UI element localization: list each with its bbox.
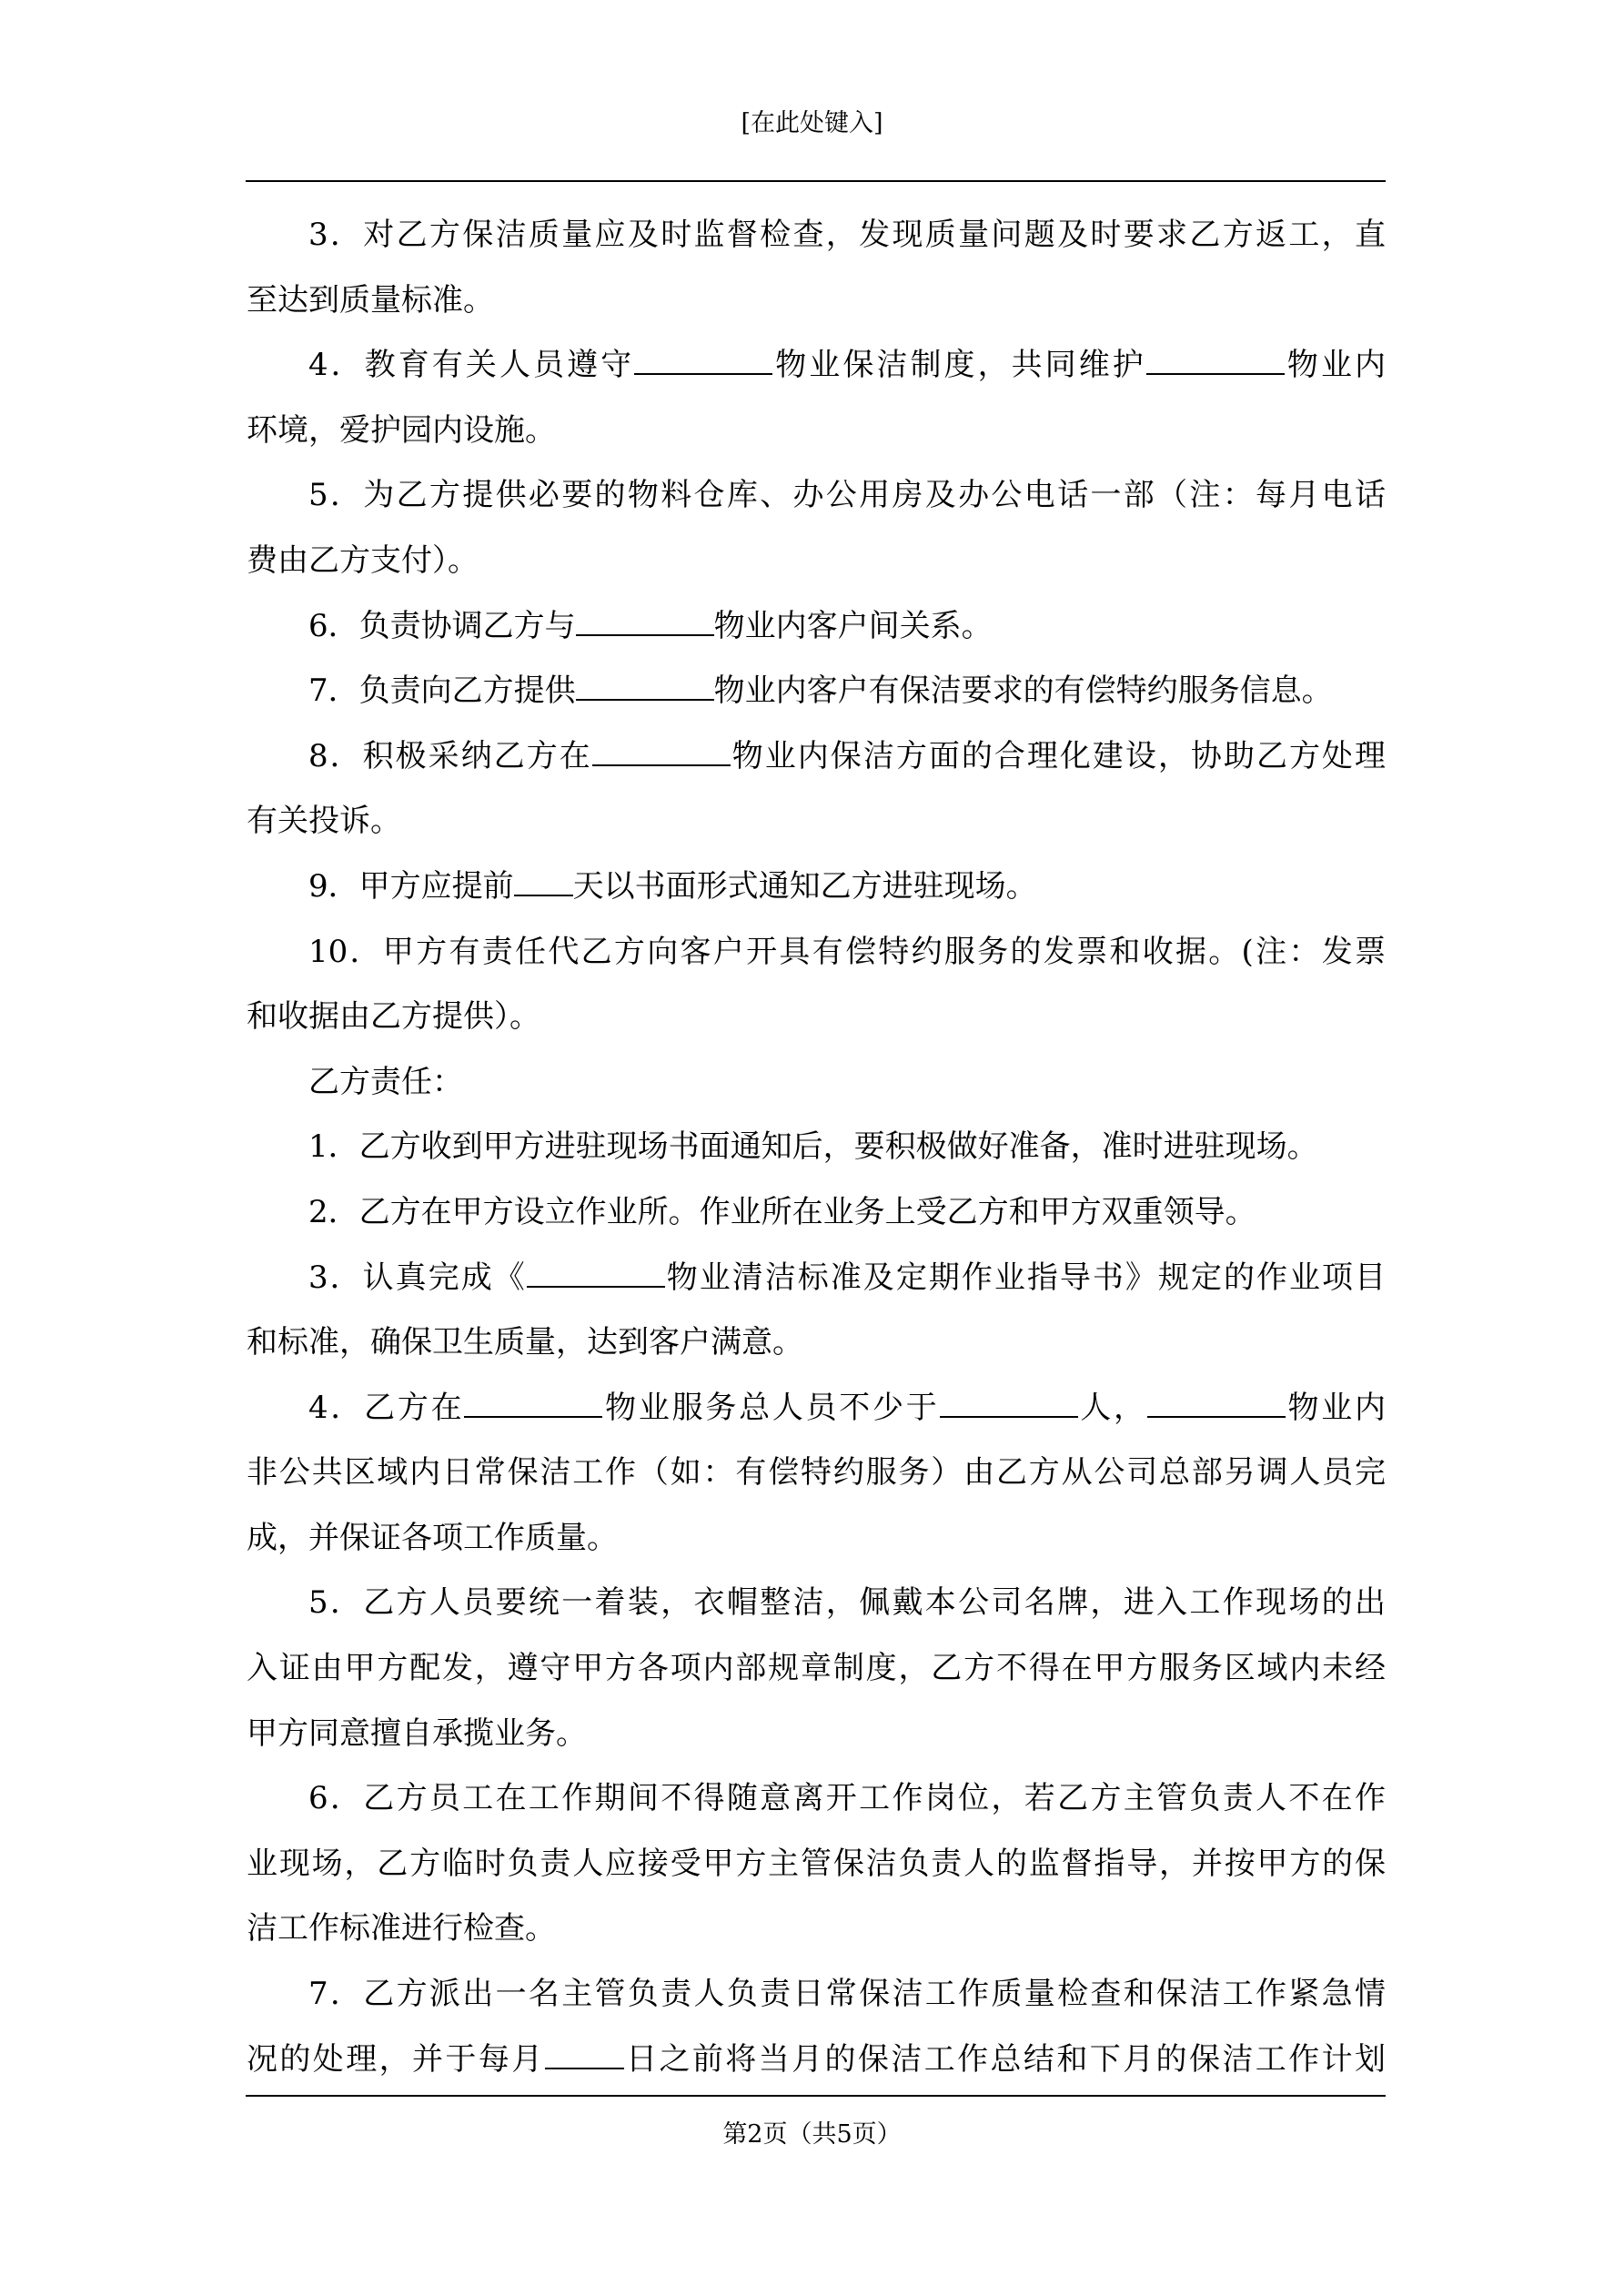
paragraph	[247, 724, 1386, 790]
text-line: 和收据由乙方提供）。	[247, 998, 540, 1036]
text-run: 7．负责向乙方提供	[308, 673, 576, 710]
paragraph: 2．乙方在甲方设立作业所。作业所在业务上受乙方和甲方双重领导。	[308, 1193, 1256, 1230]
fill-in-blank	[464, 1388, 602, 1418]
text-run: 天以书面形式通知乙方进驻现场。	[572, 867, 1037, 905]
text-line	[247, 333, 1386, 399]
fill-in-blank	[940, 1388, 1078, 1418]
text-run: 物业清洁标准及定期作业指导书》规定的作业项目	[664, 1259, 1386, 1296]
fill-in-blank	[514, 866, 573, 896]
text-run: 日之前将当月的保洁工作总结和下月的保洁工作计划	[623, 2040, 1386, 2078]
paragraph	[247, 1766, 1386, 1832]
text-line: 业现场，乙方临时负责人应接受甲方主管保洁负责人的监督指导，并按甲方的保	[247, 1845, 1386, 1882]
text-run: 6．负责协调乙方与	[308, 607, 576, 644]
text-line: 费由乙方支付）。	[247, 541, 479, 579]
paragraph	[247, 1571, 1386, 1636]
paragraph	[247, 920, 1386, 986]
paragraph	[247, 659, 1386, 724]
page-number: 第2页（共5页）	[722, 2120, 902, 2149]
text-run: 9．甲方应提前	[308, 867, 514, 905]
header-divider	[246, 180, 1386, 182]
fill-in-blank	[527, 1258, 665, 1288]
text-run: 物业内保洁方面的合理化建设，协助乙方处理	[730, 737, 1386, 774]
fill-in-blank	[1147, 1388, 1286, 1418]
text-line	[247, 724, 1386, 790]
text-line: 7．乙方派出一名主管负责人负责日常保洁工作质量检查和保洁工作紧急情	[308, 1976, 1386, 2013]
text-line: 甲方同意擅自承揽业务。	[247, 1714, 587, 1752]
text-line	[247, 1246, 1386, 1311]
text-run: 人，	[1077, 1389, 1147, 1426]
text-run: 4．乙方在	[308, 1389, 465, 1426]
text-line	[247, 2028, 1386, 2093]
page-header: [在此处键入]	[741, 109, 883, 137]
text-line: 6．乙方员工在工作期间不得随意离开工作岗位，若乙方主管负责人不在作	[308, 1780, 1386, 1817]
text-run: 物业内客户有保洁要求的有偿特约服务信息。	[713, 673, 1333, 710]
paragraph	[247, 855, 1386, 920]
text-line: 5．为乙方提供必要的物料仓库、办公用房及办公电话一部（注：每月电话	[308, 477, 1386, 514]
paragraph	[247, 1246, 1386, 1311]
text-line: 至达到质量标准。	[247, 281, 494, 319]
footer-divider	[246, 2095, 1386, 2097]
section-heading: 乙方责任：	[308, 1063, 463, 1100]
text-line: 环境，爱护园内设施。	[247, 411, 556, 449]
text-run: 4．教育有关人员遵守	[308, 347, 635, 384]
fill-in-blank	[592, 736, 731, 766]
text-line: 10．甲方有责任代乙方向客户开具有偿特约服务的发票和收据。(注：发票	[308, 933, 1386, 970]
text-line: 5．乙方人员要统一着装，衣帽整洁，佩戴本公司名牌，进入工作现场的出	[308, 1584, 1386, 1622]
text-run: 物业保洁制度，共同维护	[772, 347, 1146, 384]
paragraph	[247, 463, 1386, 529]
fill-in-blank	[576, 606, 714, 636]
text-run: 3．认真完成《	[308, 1259, 527, 1296]
paragraph	[247, 1962, 1386, 2028]
text-line: 入证由甲方配发，遵守甲方各项内部规章制度，乙方不得在甲方服务区域内未经	[247, 1650, 1386, 1687]
fill-in-blank	[545, 2039, 624, 2069]
paragraph	[247, 594, 1386, 660]
text-run: 物业内客户间关系。	[713, 607, 993, 644]
fill-in-blank	[634, 346, 772, 376]
text-line: 成，并保证各项工作质量。	[247, 1519, 618, 1556]
text-line: 和标准，确保卫生质量，达到客户满意。	[247, 1324, 803, 1361]
fill-in-blank	[576, 672, 714, 702]
text-run: 物业服务总人员不少于	[602, 1389, 940, 1426]
fill-in-blank	[1146, 346, 1285, 376]
text-run: 8．积极采纳乙方在	[308, 737, 592, 774]
text-line: 有关投诉。	[247, 803, 401, 840]
paragraph: 1．乙方收到甲方进驻现场书面通知后，要积极做好准备，准时进驻现场。	[308, 1128, 1318, 1166]
document-body	[247, 203, 1386, 2092]
text-line: 洁工作标准进行检查。	[247, 1910, 556, 1947]
text-run: 物业内	[1284, 347, 1387, 384]
text-line	[247, 1376, 1386, 1441]
text-line: 非公共区域内日常保洁工作（如：有偿特约服务）由乙方从公司总部另调人员完	[247, 1454, 1386, 1492]
text-line: 3．对乙方保洁质量应及时监督检查，发现质量问题及时要求乙方返工，直	[308, 217, 1386, 253]
paragraph	[247, 203, 1386, 268]
paragraph	[247, 1376, 1386, 1441]
text-run: 况的处理，并于每月	[247, 2040, 545, 2078]
paragraph	[247, 333, 1386, 399]
text-run: 物业内	[1285, 1389, 1387, 1426]
